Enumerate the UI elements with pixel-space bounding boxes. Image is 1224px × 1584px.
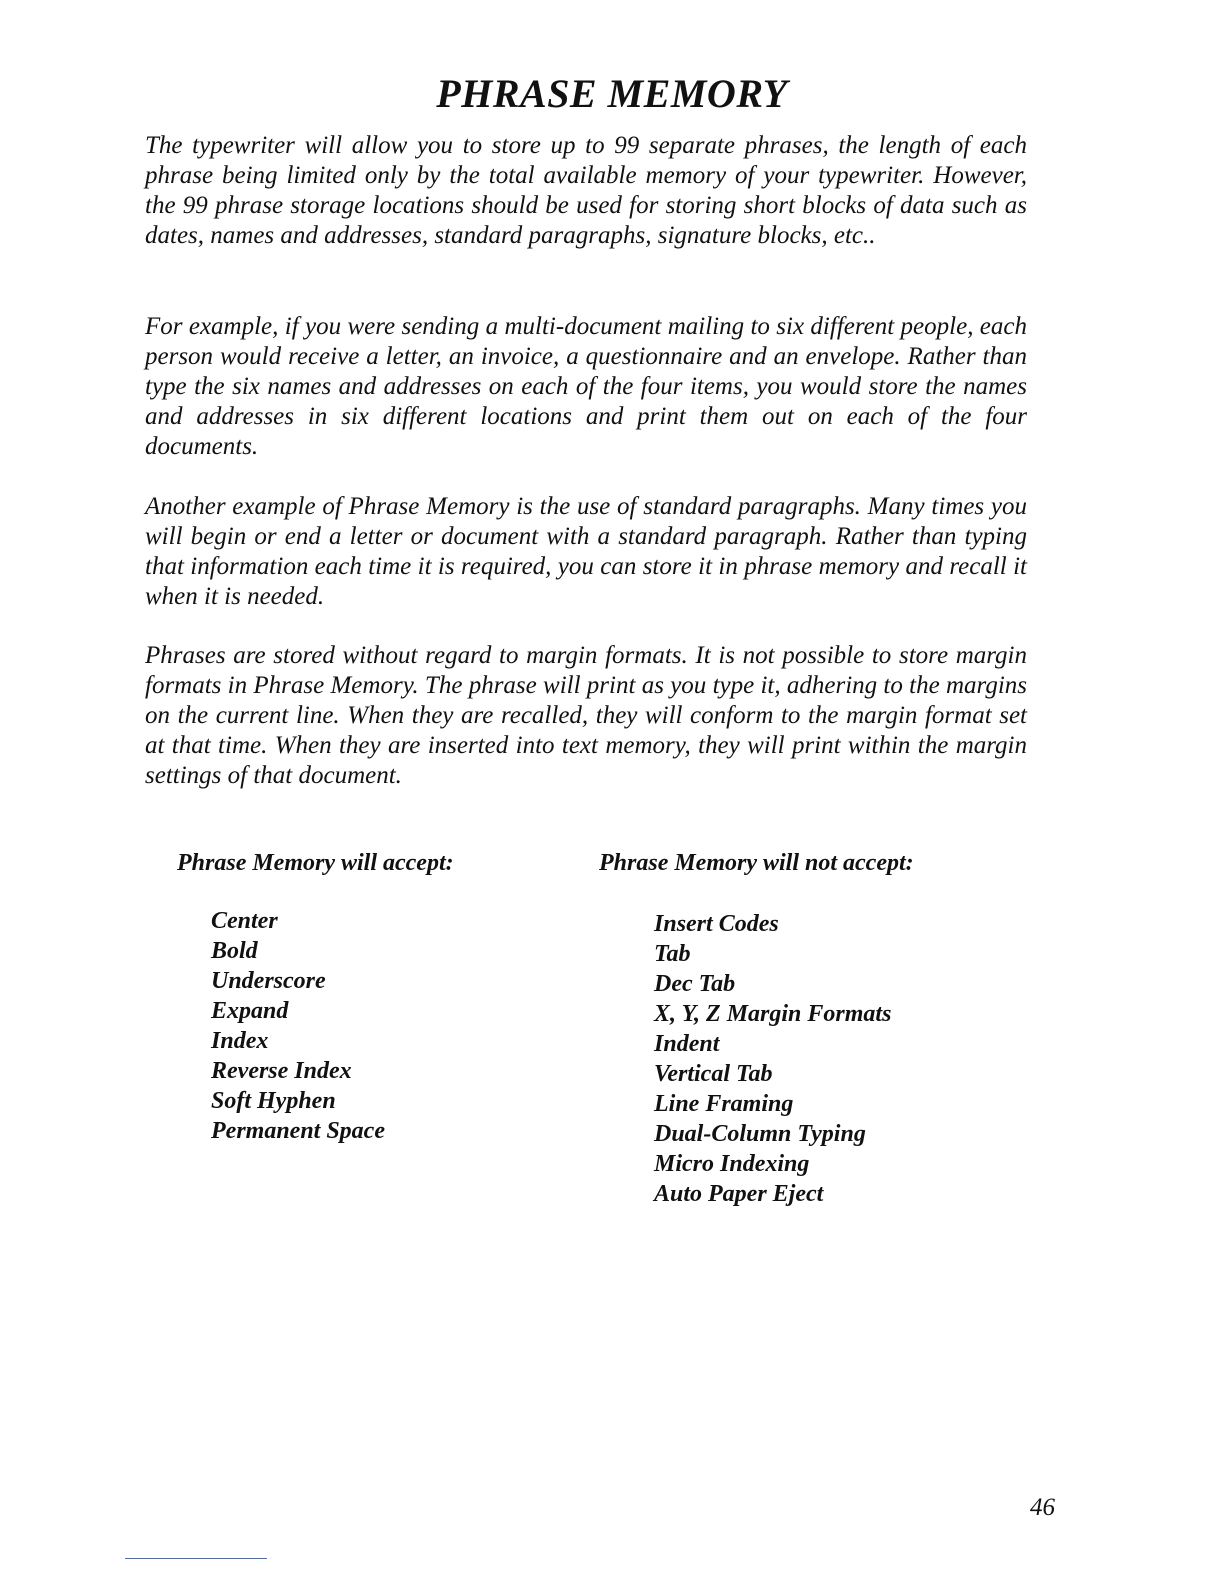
list-item: Soft Hyphen xyxy=(211,1088,336,1114)
list-item: Vertical Tab xyxy=(654,1061,773,1087)
list-item: Dual-Column Typing xyxy=(654,1121,866,1147)
list-item: Bold xyxy=(211,938,258,964)
not-accept-list xyxy=(654,909,891,1209)
list-item: Reverse Index xyxy=(211,1058,352,1084)
list-item: Center xyxy=(211,908,278,934)
list-item: Underscore xyxy=(211,968,326,994)
paragraph-example-standard: Another example of Phrase Memory is the use of standard paragraphs. Many times you will begin or end a letter or document with a standard paragraph. Rather than typing that information each time it is required, you can store it in phrase memory and recall it when it is needed. xyxy=(145,493,1027,610)
list-item: Auto Paper Eject xyxy=(654,1181,824,1207)
list-item: X, Y, Z Margin Formats xyxy=(654,1001,892,1027)
list-item: Insert Codes xyxy=(654,911,779,937)
list-item: Dec Tab xyxy=(654,971,736,997)
page-title: PHRASE MEMORY xyxy=(436,71,788,116)
accept-heading: Phrase Memory will accept: xyxy=(177,850,454,876)
list-item: Line Framing xyxy=(654,1091,794,1117)
paragraph-margin-formats: Phrases are stored without regard to margin formats. It is not possible to store margin formats in Phrase Memory. The phrase will print as you type it, adhering to the margins on the current line. When they are recalled, they will conform to the margin format set at that time. When they are inserted into text memory, they will print within the margin settings of that document. xyxy=(145,642,1027,789)
list-item: Permanent Space xyxy=(211,1118,385,1144)
paragraph-example-mailing: For example, if you were sending a multi-document mailing to six different people, each person would receive a letter, an invoice, a questionnaire and an envelope. Rather than type the six names and addresses on each of the four items, you would store the names and addresses in six different locations and print them out on each of the four documents. xyxy=(145,313,1027,460)
paragraph-intro: The typewriter will allow you to store up to 99 separate phrases, the length of each phrase being limited only by the total available memory of your typewriter. However, the 99 phrase storage locations should be used for storing short blocks of data such as dates, names and addresses, standard paragraphs, signature blocks, etc.. xyxy=(145,132,1027,249)
not-accept-heading: Phrase Memory will not accept: xyxy=(599,850,914,876)
list-item: Expand xyxy=(211,998,289,1024)
list-item: Index xyxy=(211,1028,269,1054)
list-item: Indent xyxy=(654,1031,720,1057)
bottom-rule-divider xyxy=(125,1558,267,1559)
list-item: Tab xyxy=(654,941,691,967)
accept-list xyxy=(211,906,385,1146)
list-item: Micro Indexing xyxy=(654,1151,810,1177)
page-number: 46 xyxy=(1030,1494,1055,1521)
